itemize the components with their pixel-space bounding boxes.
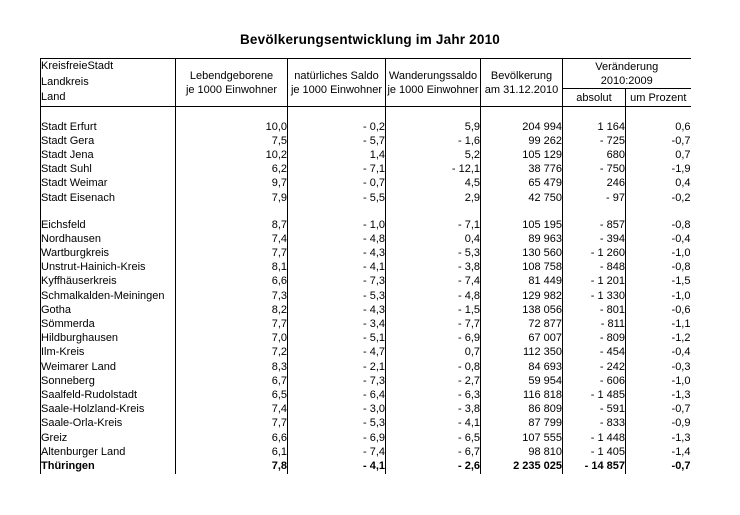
cell-value: -1,1 (671, 318, 691, 331)
cell-value: - 1 485 (563, 388, 626, 402)
row-label: Wartburgkreis (41, 247, 176, 261)
row-label: Schmalkalden-Meiningen (41, 289, 176, 303)
cell-value: -0,2 (671, 191, 691, 204)
cell-value (626, 205, 691, 218)
table-row (41, 417, 691, 431)
cell-value (481, 205, 563, 218)
row-label: Eichsfeld (41, 218, 176, 232)
table-row (41, 261, 691, 275)
cell-value: 2 235 025 (481, 459, 563, 473)
cell-value: - 801 (563, 303, 626, 317)
row-label: Ilm-Kreis (41, 346, 176, 360)
row-label: Sömmerda (41, 317, 176, 331)
cell-value: 7,7 (176, 247, 288, 261)
cell-value: 7,5 (176, 134, 288, 148)
header-change-absolute: absolut (563, 89, 626, 107)
cell-value: - 2,1 (288, 360, 386, 374)
header-line: je 1000 Einwohner (387, 83, 479, 96)
row-label: Saalfeld-Rudolstadt (41, 388, 176, 402)
cell-value: -1,0 (671, 247, 691, 260)
row-label: Stadt Suhl (41, 163, 176, 177)
cell-value: 86 809 (481, 403, 563, 417)
cell-value: - 4,7 (288, 346, 386, 360)
cell-value: - 7,4 (386, 275, 481, 289)
header-change-percent: um Prozent (626, 89, 691, 107)
header-population (481, 59, 563, 107)
row-label: Stadt Jena (41, 148, 176, 162)
cell-value: - 0,8 (386, 360, 481, 374)
row-label: Thüringen (41, 459, 176, 473)
cell-value: - 606 (563, 374, 626, 388)
cell-value: -0,7 (671, 459, 691, 472)
cell-value: 7,7 (176, 417, 288, 431)
cell-value: 5,2 (386, 148, 481, 162)
row-label: Saale-Holzland-Kreis (41, 403, 176, 417)
cell-value (176, 205, 288, 218)
header-line: je 1000 Einwohner (290, 83, 383, 96)
spacer-row (41, 107, 691, 121)
row-label: Kyffhäuserkreis (41, 275, 176, 289)
row-label (41, 107, 176, 121)
cell-value: -0,3 (671, 360, 691, 373)
cell-value: - 6,5 (386, 431, 481, 445)
cell-value: -0,6 (671, 303, 691, 316)
table-row (41, 163, 691, 177)
cell-value: - 14 857 (563, 459, 626, 473)
cell-value: 7,2 (176, 346, 288, 360)
cell-value: - 725 (563, 134, 626, 148)
cell-value: - 5,3 (288, 417, 386, 431)
header-line: KreisfreieStadt (41, 60, 114, 72)
cell-value (563, 205, 626, 218)
cell-value: - 1 330 (563, 289, 626, 303)
cell-value: - 0,2 (288, 120, 386, 134)
table-row (41, 303, 691, 317)
cell-value: 138 056 (481, 303, 563, 317)
cell-value: -1,3 (671, 431, 691, 444)
cell-value (386, 107, 481, 121)
cell-value: - 6,3 (386, 388, 481, 402)
cell-value: - 7,3 (288, 275, 386, 289)
cell-value: - 4,1 (288, 459, 386, 473)
cell-value: - 4,8 (288, 232, 386, 246)
row-label: Stadt Erfurt (41, 120, 176, 134)
table-row (41, 332, 691, 346)
cell-value: 0,6 (675, 120, 691, 133)
cell-value: 129 982 (481, 289, 563, 303)
cell-value: 84 693 (481, 360, 563, 374)
row-label: Hildburghausen (41, 332, 176, 346)
table-row (41, 275, 691, 289)
table-row (41, 134, 691, 148)
cell-value: 59 954 (481, 374, 563, 388)
header-migration-balance (386, 59, 481, 107)
cell-value: - 4,1 (386, 417, 481, 431)
row-label: Stadt Eisenach (41, 191, 176, 205)
cell-value: -0,4 (671, 232, 691, 245)
cell-value: 6,6 (176, 275, 288, 289)
table-row (41, 120, 691, 134)
cell-value: 9,7 (176, 177, 288, 191)
cell-value: -1,4 (671, 445, 691, 458)
row-label: Weimarer Land (41, 360, 176, 374)
cell-value: - 4,3 (288, 247, 386, 261)
cell-value: -1,0 (671, 374, 691, 387)
cell-value: 108 758 (481, 261, 563, 275)
row-label (41, 205, 176, 218)
table-body (41, 107, 691, 474)
cell-value: - 1,6 (386, 134, 481, 148)
table-row (41, 360, 691, 374)
cell-value: 2,9 (386, 191, 481, 205)
cell-value: 67 007 (481, 332, 563, 346)
table-row (41, 431, 691, 445)
cell-value: - 3,4 (288, 317, 386, 331)
table-row (41, 148, 691, 162)
cell-value (288, 107, 386, 121)
row-label: Unstrut-Hainich-Kreis (41, 261, 176, 275)
cell-value: - 97 (563, 191, 626, 205)
cell-value: 0,4 (386, 232, 481, 246)
cell-value: 98 810 (481, 445, 563, 459)
table-row (41, 232, 691, 246)
cell-value: - 5,5 (288, 191, 386, 205)
cell-value: -0,7 (671, 403, 691, 416)
header-line: natürliches Saldo (294, 69, 379, 82)
header-line: am 31.12.2010 (484, 83, 559, 96)
cell-value: 6,1 (176, 445, 288, 459)
table-row (41, 317, 691, 331)
cell-value: -1,3 (671, 388, 691, 401)
cell-value: 105 129 (481, 148, 563, 162)
cell-value: - 7,1 (288, 163, 386, 177)
cell-value: -1,0 (671, 289, 691, 302)
cell-value: - 1,5 (386, 303, 481, 317)
header-line: 2010:2009 (600, 74, 653, 87)
cell-value: 7,9 (176, 191, 288, 205)
cell-value: 8,2 (176, 303, 288, 317)
cell-value: - 6,7 (386, 445, 481, 459)
cell-value: 112 350 (481, 346, 563, 360)
cell-value: - 1 448 (563, 431, 626, 445)
header-line: Land (41, 91, 66, 103)
cell-value: - 857 (563, 218, 626, 232)
cell-value: 6,2 (176, 163, 288, 177)
spacer-row (41, 205, 691, 218)
cell-value: 0,7 (386, 346, 481, 360)
header-live-births (176, 59, 288, 107)
cell-value: 81 449 (481, 275, 563, 289)
cell-value: - 6,9 (288, 431, 386, 445)
cell-value: - 1 260 (563, 247, 626, 261)
cell-value: 0,4 (675, 177, 691, 190)
cell-value: - 12,1 (386, 163, 481, 177)
cell-value: 7,3 (176, 289, 288, 303)
cell-value: 89 963 (481, 232, 563, 246)
cell-value: -0,9 (671, 417, 691, 430)
cell-value: - 591 (563, 403, 626, 417)
row-label: Altenburger Land (41, 445, 176, 459)
cell-value: 7,8 (176, 459, 288, 473)
cell-value: - 1 201 (563, 275, 626, 289)
cell-value: - 811 (563, 317, 626, 331)
cell-value: 680 (563, 148, 626, 162)
row-label: Stadt Weimar (41, 177, 176, 191)
table-row (41, 374, 691, 388)
header-line: Bevölkerung (490, 69, 553, 82)
header-region (41, 59, 176, 107)
cell-value (176, 107, 288, 121)
header-line: je 1000 Einwohner (185, 83, 278, 96)
cell-value: - 7,1 (386, 218, 481, 232)
cell-value: - 0,7 (288, 177, 386, 191)
table-row (41, 403, 691, 417)
cell-value: - 394 (563, 232, 626, 246)
cell-value: 99 262 (481, 134, 563, 148)
cell-value (288, 205, 386, 218)
cell-value: - 7,4 (288, 445, 386, 459)
cell-value: - 809 (563, 332, 626, 346)
table-row (41, 289, 691, 303)
table-header (41, 59, 691, 107)
cell-value: - 750 (563, 163, 626, 177)
table-row (41, 247, 691, 261)
cell-value (481, 107, 563, 121)
cell-value: 1,4 (288, 148, 386, 162)
cell-value: 0,7 (675, 148, 691, 161)
cell-value: 38 776 (481, 163, 563, 177)
cell-value: - 3,8 (386, 403, 481, 417)
cell-value: - 242 (563, 360, 626, 374)
cell-value: 6,6 (176, 431, 288, 445)
cell-value: 105 195 (481, 218, 563, 232)
row-label: Gotha (41, 303, 176, 317)
cell-value: 4,5 (386, 177, 481, 191)
cell-value: - 7,7 (386, 317, 481, 331)
table-row (41, 346, 691, 360)
cell-value: 6,7 (176, 374, 288, 388)
cell-value: 8,3 (176, 360, 288, 374)
cell-value: -1,5 (671, 275, 691, 288)
cell-value: 42 750 (481, 191, 563, 205)
cell-value: - 2,6 (386, 459, 481, 473)
cell-value: - 848 (563, 261, 626, 275)
cell-value (386, 205, 481, 218)
cell-value: - 6,4 (288, 388, 386, 402)
cell-value: 7,4 (176, 403, 288, 417)
population-table (40, 58, 691, 474)
cell-value: - 1 405 (563, 445, 626, 459)
cell-value: - 5,3 (288, 289, 386, 303)
cell-value: 7,4 (176, 232, 288, 246)
cell-value: 204 994 (481, 120, 563, 134)
table-row (41, 388, 691, 402)
cell-value: 116 818 (481, 388, 563, 402)
cell-value: -0,8 (671, 261, 691, 274)
cell-value: 6,5 (176, 388, 288, 402)
table-row (41, 177, 691, 191)
cell-value: - 4,8 (386, 289, 481, 303)
cell-value: -1,9 (671, 163, 691, 176)
header-line: Lebendgeborene (189, 69, 274, 82)
cell-value: - 3,0 (288, 403, 386, 417)
cell-value: 8,1 (176, 261, 288, 275)
cell-value: 7,0 (176, 332, 288, 346)
cell-value: - 833 (563, 417, 626, 431)
cell-value: -1,2 (671, 332, 691, 345)
cell-value: 1 164 (563, 120, 626, 134)
cell-value: - 5,1 (288, 332, 386, 346)
cell-value: - 3,8 (386, 261, 481, 275)
row-label: Stadt Gera (41, 134, 176, 148)
cell-value: -0,4 (671, 346, 691, 359)
cell-value: 246 (563, 177, 626, 191)
cell-value: - 5,3 (386, 247, 481, 261)
header-change (563, 59, 691, 89)
table-row (41, 445, 691, 459)
cell-value: -0,7 (671, 134, 691, 147)
cell-value: -0,8 (671, 218, 691, 231)
row-label: Nordhausen (41, 232, 176, 246)
header-line: Landkreis (41, 75, 89, 88)
total-row (41, 459, 691, 473)
cell-value: - 4,3 (288, 303, 386, 317)
cell-value: - 1,0 (288, 218, 386, 232)
cell-value: 5,9 (386, 120, 481, 134)
cell-value: 7,7 (176, 317, 288, 331)
cell-value: 87 799 (481, 417, 563, 431)
page-title: Bevölkerungsentwicklung im Jahr 2010 (239, 32, 501, 47)
cell-value: 8,7 (176, 218, 288, 232)
header-natural-balance (288, 59, 386, 107)
header-line: Wanderungssaldo (388, 69, 478, 82)
cell-value: - 4,1 (288, 261, 386, 275)
cell-value: - 454 (563, 346, 626, 360)
cell-value: - 2,7 (386, 374, 481, 388)
cell-value: - 7,3 (288, 374, 386, 388)
row-label: Sonneberg (41, 374, 176, 388)
row-label: Greiz (41, 431, 176, 445)
row-label: Saale-Orla-Kreis (41, 417, 176, 431)
cell-value: - 6,9 (386, 332, 481, 346)
cell-value: 107 555 (481, 431, 563, 445)
header-line: Veränderung (595, 60, 659, 73)
cell-value: 65 479 (481, 177, 563, 191)
cell-value: 10,2 (176, 148, 288, 162)
cell-value: 72 877 (481, 317, 563, 331)
table-row (41, 218, 691, 232)
cell-value: 130 560 (481, 247, 563, 261)
cell-value: - 5,7 (288, 134, 386, 148)
cell-value (563, 107, 626, 121)
cell-value: 10,0 (176, 120, 288, 134)
table-row (41, 191, 691, 205)
cell-value (626, 107, 691, 121)
